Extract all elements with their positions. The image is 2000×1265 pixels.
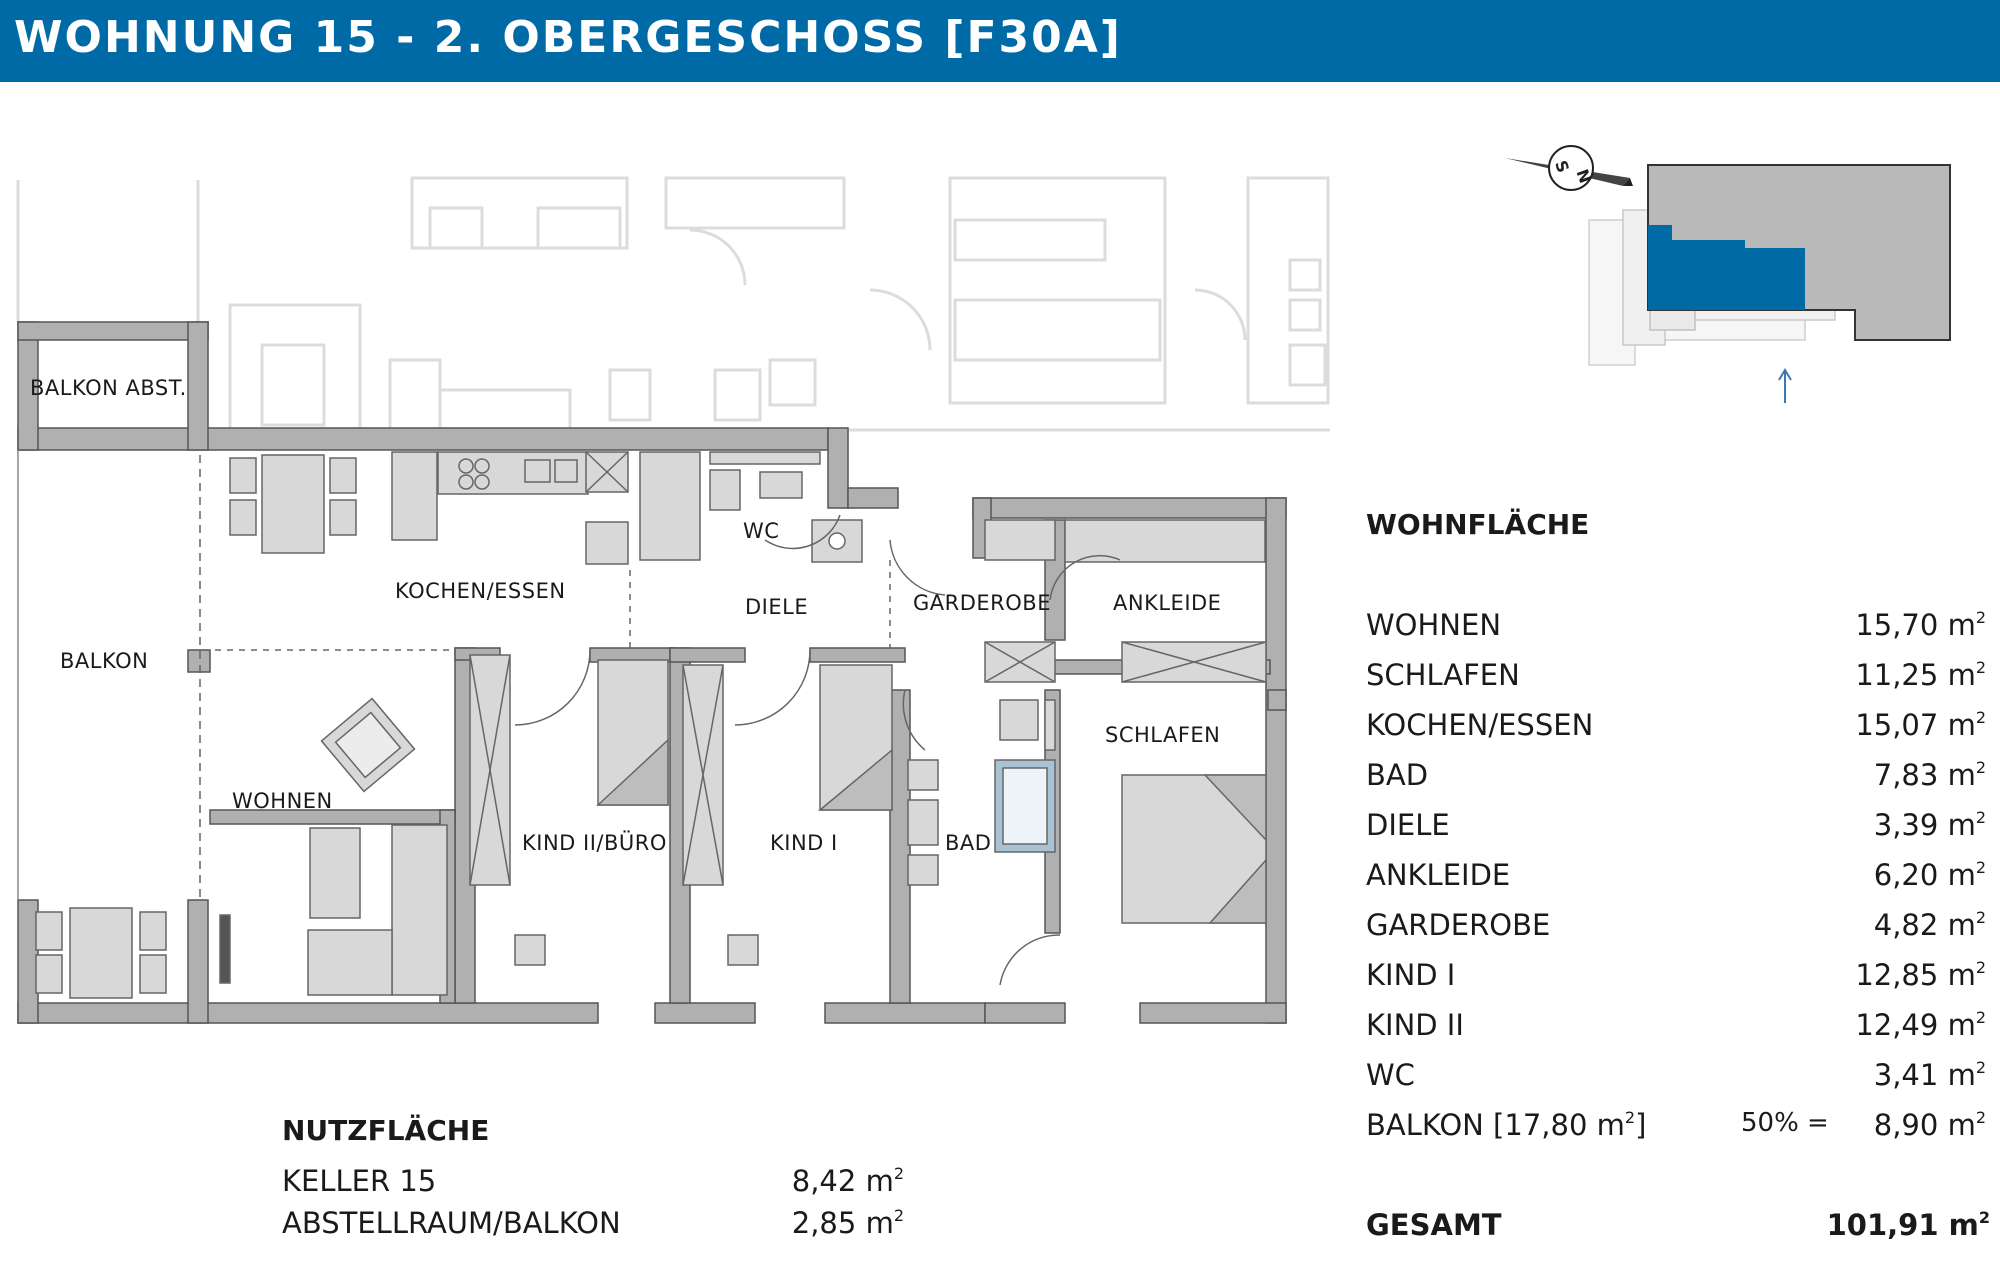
area-row: KOCHEN/ESSEN 15,07 $m^2$: [1366, 708, 1986, 742]
area-row: KIND II 12,49 $m^2$: [1366, 1008, 1986, 1042]
nutz-row: KELLER 15 8,42 $m^2$: [282, 1164, 904, 1198]
area-row: SCHLAFEN 11,25 $m^2$: [1366, 658, 1986, 692]
area-row: DIELE 3,39 $m^2$: [1366, 808, 1986, 842]
label-kind2: KIND II/BÜRO: [522, 831, 667, 855]
compass-south: S: [1551, 157, 1573, 176]
label-balkon-abst: BALKON ABST.: [30, 376, 187, 400]
compass-north: N: [1572, 166, 1595, 186]
nutzflaeche-title: NUTZFLÄCHE: [282, 1114, 490, 1147]
area-row-balkon: BALKON [17,80 $m^2$] 50% = 8,90 $m^2$: [1366, 1108, 1986, 1142]
balkon-factor: 50% =: [1741, 1108, 1829, 1138]
wohnflaeche-title: WOHNFLÄCHE: [1366, 508, 1590, 541]
label-wohnen: WOHNEN: [232, 789, 333, 813]
area-row-total: GESAMT 101,91 $m^2$: [1366, 1208, 1990, 1242]
floor-plan: [0, 82, 1330, 1042]
area-row: ANKLEIDE 6,20 $m^2$: [1366, 858, 1986, 892]
title-bar: [0, 0, 2000, 82]
label-diele: DIELE: [745, 595, 809, 619]
label-balkon: BALKON: [60, 649, 149, 673]
nutz-row: ABSTELLRAUM/BALKON 2,85 $m^2$: [282, 1206, 904, 1240]
building-footprint: [1589, 165, 1950, 365]
doors: [18, 450, 1120, 985]
label-kind1: KIND I: [770, 831, 838, 855]
label-bad: BAD: [945, 831, 992, 855]
compass: [1505, 146, 1633, 190]
key-plan: [1505, 140, 1955, 410]
label-schlafen: SCHLAFEN: [1105, 723, 1221, 747]
area-row: KIND I 12,85 $m^2$: [1366, 958, 1986, 992]
entrance-arrow: [1779, 370, 1791, 403]
area-row: GARDEROBE 4,82 $m^2$: [1366, 908, 1986, 942]
label-kochen-essen: KOCHEN/ESSEN: [395, 579, 566, 603]
label-garderobe: GARDEROBE: [913, 591, 1051, 615]
neighbour-unit: [18, 178, 1330, 430]
page-title: WOHNUNG 15 - 2. OBERGESCHOSS [F30A]: [14, 12, 1122, 63]
area-row: BAD 7,83 $m^2$: [1366, 758, 1986, 792]
area-row: WOHNEN 15,70 $m^2$: [1366, 608, 1986, 642]
label-ankleide: ANKLEIDE: [1113, 591, 1222, 615]
furniture: [36, 452, 1266, 998]
label-wc: WC: [743, 519, 780, 543]
area-row: WC 3,41 $m^2$: [1366, 1058, 1986, 1092]
